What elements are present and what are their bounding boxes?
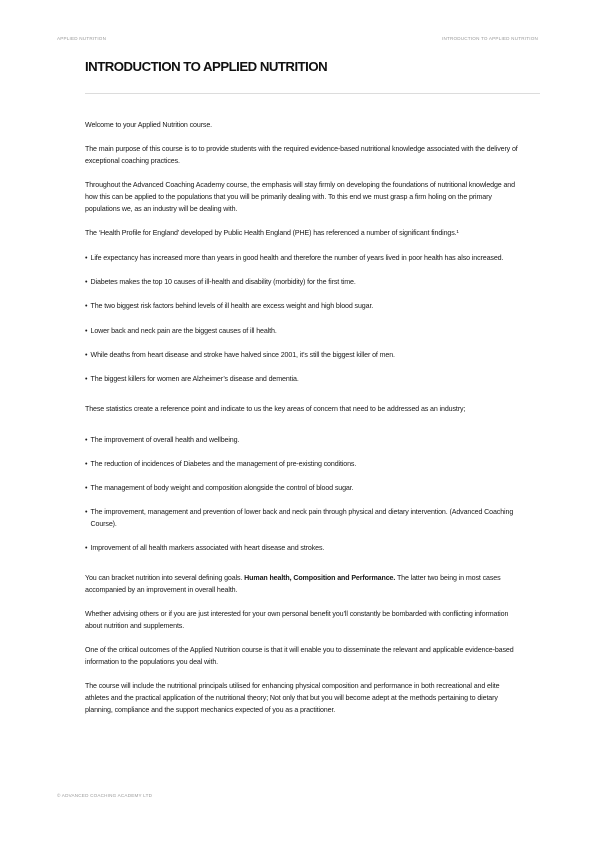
list-item: • Life expectancy has increased more than years in good health and therefore the number of years lived in poor health has also increased. [85,253,525,265]
findings-list [85,253,525,386]
list-item: • Diabetes makes the top 10 causes of ill-health and disability (morbidity) for the first time. [85,277,525,289]
running-header [57,36,538,41]
list-item: • The two biggest risk factors behind levels of ill health are excess weight and high blood sugar. [85,301,525,313]
body-text [85,120,525,717]
welcome-paragraph: Welcome to your Applied Nutrition course. [85,121,213,129]
goals-highlight: Human health, Composition and Performance. [244,574,396,583]
outcomes-paragraph: One of the critical outcomes of the Applied Nutrition course is that it will enable you to disseminate the relevant and applicable evidence-based information to the populations you deal with. [85,646,514,667]
course-content-paragraph: The course will include the nutritional principals utilised for enhancing physical composition and performance in both recreational and elite athletes and the practical application of the nutritional theory; Not only that but you will become adept at the methods pertaining to dietary planning, compliance and the support mechanics expected of you as a practitioner. [85,682,500,714]
advising-paragraph: Whether advising others or if you are just interested for your own personal benefit you’ll constantly be bombarded with conflicting information about nutrition and supplements. [85,610,509,630]
concerns-list [85,435,525,555]
list-item: • The reduction of incidences of Diabetes and the management of pre-existing conditions. [85,459,525,471]
footer-copyright: © ADVANCED COACHING ACADEMY LTD [57,793,153,798]
list-item: • The biggest killers for women are Alzheimer’s disease and dementia. [85,374,525,386]
list-item: • The improvement of overall health and wellbeing. [85,435,525,447]
page-title: INTRODUCTION TO APPLIED NUTRITION [85,59,328,74]
purpose-paragraph: The main purpose of this course is to to provide students with the required evidence-based nutritional knowledge associated with the delivery of exceptional coaching practices. [85,145,518,166]
health-profile-paragraph: The ‘Health Profile for England’ developed by Public Health England (PHE) has referenced a number of significant findings.¹ [85,229,459,238]
list-item: • The management of body weight and composition alongside the control of blood sugar. [85,483,525,495]
goals-text-end: The latter two being in most cases accompanied by an improvement in overall health. [85,574,501,594]
goals-paragraph [85,573,525,597]
running-header-left: APPLIED NUTRITION [57,36,107,41]
throughout-paragraph: Throughout the Advanced Coaching Academy course, the emphasis will stay firmly on developing the foundations of nutritional knowledge and how this can be applied to the populations that you will be primarily dealing with. To this end we must grasp a firm holing on the primary populations we, as an industry will be dealing with. [85,181,515,213]
running-header-right: INTRODUCTION TO APPLIED NUTRITION [441,36,538,41]
list-item: • Improvement of all health markers associated with heart disease and strokes. [85,543,525,555]
title-divider [85,93,540,94]
list-item: • While deaths from heart disease and stroke have halved since 2001, it’s still the biggest killer of men. [85,350,525,362]
list-item: • Lower back and neck pain are the biggest causes of ill health. [85,326,525,338]
statistics-paragraph: These statistics create a reference point and indicate to us the key areas of concern that need to be addressed as an industry; [85,405,466,414]
goals-text-start: You can bracket nutrition into several defining goals. [85,574,245,583]
list-item: • The improvement, management and prevention of lower back and neck pain through physical and dietary intervention. (Advanced Coaching Course). [85,507,525,531]
